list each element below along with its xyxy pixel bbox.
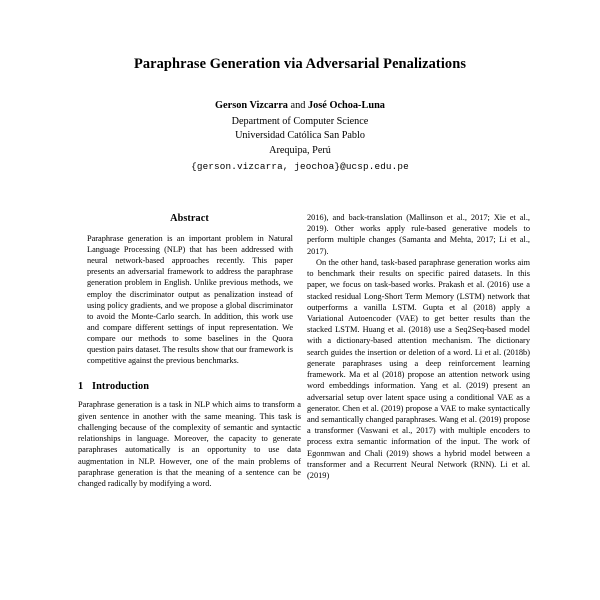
section-number: 1 bbox=[78, 380, 84, 392]
paper-header bbox=[0, 0, 600, 173]
paragraph-right-1: 2016), and back-translation (Mallinson et al., 2017; Xie et al., 2019). Other works apply rule-based generative models to perform multiple changes (Samanta and Mehta, 2017; Li et al., 2017). bbox=[307, 213, 530, 256]
affiliation-location: Arequipa, Perú bbox=[269, 144, 331, 156]
abstract-body: Paraphrase generation is an important problem in Natural Language Processing (NLP) that has been addressed with neural network-based approaches recently. This paper presents an adversarial framework to address the paraphrase generation problem in English. Unlike previous methods, we employ the discriminator output as penalization instead of using policy gradients, and we propose a global discriminator to avoid the Monte-Carlo search. In addition, this work use and compare different settings of input representation. We compare our methods to some baselines in the Quora question pairs dataset. The results show that our framework is competitive against the previous benchmarks. bbox=[87, 233, 293, 366]
affiliation-department: Department of Computer Science bbox=[231, 115, 369, 127]
column-right bbox=[307, 212, 530, 481]
section-heading-introduction bbox=[78, 380, 301, 394]
paragraph-intro-1: Paraphrase generation is a task in NLP which aims to transform a given sentence in another with the same meaning. This task is challenging because of the complexity of semantic and syntactic relationships in language. Moreover, the capacity to generate paraphrases automatically is an opportunity to use data augmentation in NLP. However, one of the main problems of paraphrase generation is that the meaning of a sentence can be changed radically by modifying a word. bbox=[78, 400, 301, 488]
page-title: Paraphrase Generation via Adversarial Penalizations bbox=[133, 56, 467, 72]
affiliation-institution: Universidad Católica San Pablo bbox=[235, 130, 365, 142]
author-name-primary: Gerson Vizcarra bbox=[215, 100, 288, 111]
author-conjunction: and bbox=[290, 100, 306, 111]
section-title: Introduction bbox=[92, 380, 150, 392]
body-columns bbox=[0, 212, 600, 600]
abstract-heading: Abstract bbox=[170, 213, 209, 224]
column-left bbox=[78, 212, 301, 489]
author-email: {gerson.vizcarra, jeochoa}@ucsp.edu.pe bbox=[191, 161, 409, 173]
paragraph-right-2: On the other hand, task-based paraphrase generation works aim to benchmark their results on specific paired datasets. In this paper, we focus on task-based works. Prakash et al. (2016) use a stacked residual Long-Short Term Memory (LSTM) network that outperforms a vanilla LSTM. Gupta et al (2018) apply a Variational Autoencoder (VAE) to get better results than the stacked LSTM. Huang et al. (2018) use a Seq2Seq-based model with a dictionary-based attention mechanism. The dictionary search guides the insertion or deletion of a word. Li et al. (2018b) generate paraphrases using a deep reinforcement learning framework. Ma et al (2018) propose an attention network using word embeddings information. Yang et al. (2019) present an adversarial setup over latent space using a conditional VAE as a generator. Chen et al. (2019) propose a VAE to make syntactically and semantically changed paraphrases. Wang et al. (2019) propose a transformer (Vaswani et al., 2017) with multiple encoders to process extra semantic information of the input. The work of Egonmwan and Chali (2019) shows a hybrid model between a transformer and a Recurrent Neural Network (RNN). Li et al. (2019) bbox=[307, 257, 530, 481]
author-block bbox=[0, 99, 600, 173]
author-name-secondary: José Ochoa-Luna bbox=[308, 100, 385, 111]
author-line bbox=[0, 99, 600, 114]
